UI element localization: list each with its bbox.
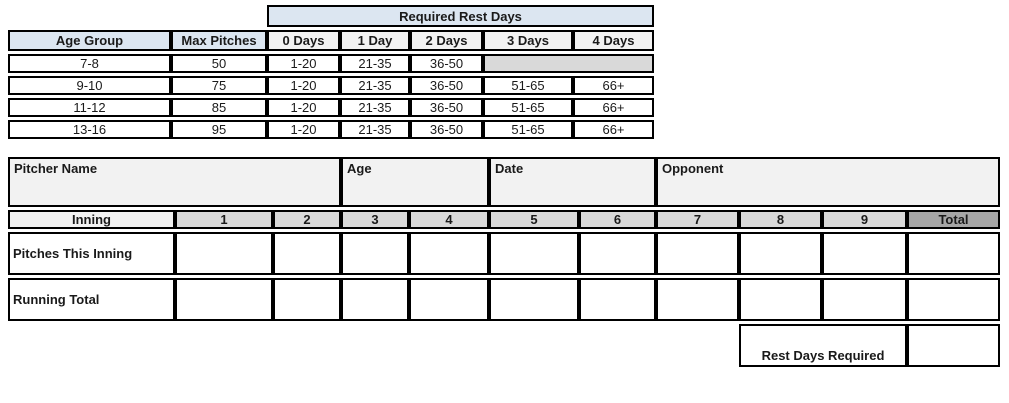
pitches-entry-cell[interactable] <box>341 232 409 275</box>
pitch-range-cell: 21-35 <box>340 54 410 73</box>
running-total-entry-cell[interactable] <box>656 278 739 321</box>
age-field[interactable]: Age <box>341 157 489 207</box>
table-row <box>8 232 1000 275</box>
running-total-entry-cell[interactable] <box>739 278 822 321</box>
running-total-entry-cell[interactable] <box>579 278 656 321</box>
inning-2-header: 2 <box>273 210 341 229</box>
table-row <box>8 278 1000 321</box>
running-total-label: Running Total <box>8 278 175 321</box>
table-row <box>8 324 1000 367</box>
spacer <box>8 324 739 367</box>
table-row <box>8 30 654 51</box>
age-group-cell: 13-16 <box>8 120 171 139</box>
pitch-range-cell: 36-50 <box>410 98 483 117</box>
max-pitches-cell: 50 <box>171 54 267 73</box>
required-rest-days-band: Required Rest Days <box>267 5 654 27</box>
running-total-entry-cell[interactable] <box>341 278 409 321</box>
running-grand-total-cell[interactable] <box>907 278 1000 321</box>
table-row <box>8 120 654 139</box>
rest-days-value-cell[interactable] <box>907 324 1000 367</box>
pitch-range-cell: 21-35 <box>340 76 410 95</box>
running-total-entry-cell[interactable] <box>175 278 273 321</box>
age-group-header: Age Group <box>8 30 171 51</box>
pitches-entry-cell[interactable] <box>175 232 273 275</box>
running-total-entry-cell[interactable] <box>489 278 579 321</box>
pitch-range-cell: 51-65 <box>483 76 573 95</box>
max-pitches-cell: 95 <box>171 120 267 139</box>
rest-3-days-header: 3 Days <box>483 30 573 51</box>
inning-8-header: 8 <box>739 210 822 229</box>
inning-6-header: 6 <box>579 210 656 229</box>
pitches-entry-cell[interactable] <box>489 232 579 275</box>
table-row <box>8 5 654 27</box>
total-column-header: Total <box>907 210 1000 229</box>
pitch-range-cell: 1-20 <box>267 76 340 95</box>
pitch-range-cell: 66+ <box>573 76 654 95</box>
pitch-range-cell: 21-35 <box>340 120 410 139</box>
inning-7-header: 7 <box>656 210 739 229</box>
pitcher-name-field[interactable]: Pitcher Name <box>8 157 341 207</box>
table-row <box>8 157 1000 207</box>
age-group-cell: 9-10 <box>8 76 171 95</box>
max-pitches-cell: 85 <box>171 98 267 117</box>
pitches-entry-cell[interactable] <box>739 232 822 275</box>
pitches-entry-cell[interactable] <box>409 232 489 275</box>
inning-4-header: 4 <box>409 210 489 229</box>
pitch-range-cell: 66+ <box>573 120 654 139</box>
rest-days-reference-table <box>8 2 654 142</box>
running-total-entry-cell[interactable] <box>822 278 907 321</box>
inning-9-header: 9 <box>822 210 907 229</box>
age-group-cell: 11-12 <box>8 98 171 117</box>
pitch-log-table <box>8 154 1000 370</box>
pitch-range-cell: 1-20 <box>267 98 340 117</box>
pitch-range-cell: 1-20 <box>267 120 340 139</box>
age-group-cell: 7-8 <box>8 54 171 73</box>
max-pitches-header: Max Pitches <box>171 30 267 51</box>
table-row <box>8 76 654 95</box>
date-field[interactable]: Date <box>489 157 656 207</box>
table-row <box>8 98 654 117</box>
rest-1-day-header: 1 Day <box>340 30 410 51</box>
rest-days-required-label: Rest Days Required <box>739 324 907 367</box>
running-total-entry-cell[interactable] <box>273 278 341 321</box>
pitches-entry-cell[interactable] <box>579 232 656 275</box>
inning-1-header: 1 <box>175 210 273 229</box>
table-row <box>8 54 654 73</box>
running-total-entry-cell[interactable] <box>409 278 489 321</box>
max-pitches-cell: 75 <box>171 76 267 95</box>
inning-5-header: 5 <box>489 210 579 229</box>
pitches-this-inning-label: Pitches This Inning <box>8 232 175 275</box>
table-row <box>8 210 1000 229</box>
opponent-field[interactable]: Opponent <box>656 157 1000 207</box>
rest-2-days-header: 2 Days <box>410 30 483 51</box>
rest-4-days-header: 4 Days <box>573 30 654 51</box>
pitches-total-cell[interactable] <box>907 232 1000 275</box>
pitches-entry-cell[interactable] <box>273 232 341 275</box>
pitch-range-cell: 51-65 <box>483 98 573 117</box>
pitch-range-cell: 36-50 <box>410 54 483 73</box>
pitch-range-cell: 36-50 <box>410 120 483 139</box>
pitch-range-cell: 51-65 <box>483 120 573 139</box>
not-applicable-cell <box>483 54 654 73</box>
inning-3-header: 3 <box>341 210 409 229</box>
pitch-range-cell: 36-50 <box>410 76 483 95</box>
rest-0-days-header: 0 Days <box>267 30 340 51</box>
pitches-entry-cell[interactable] <box>822 232 907 275</box>
pitch-range-cell: 1-20 <box>267 54 340 73</box>
pitches-entry-cell[interactable] <box>656 232 739 275</box>
pitch-range-cell: 21-35 <box>340 98 410 117</box>
pitch-range-cell: 66+ <box>573 98 654 117</box>
spacer <box>8 5 267 27</box>
inning-row-label: Inning <box>8 210 175 229</box>
